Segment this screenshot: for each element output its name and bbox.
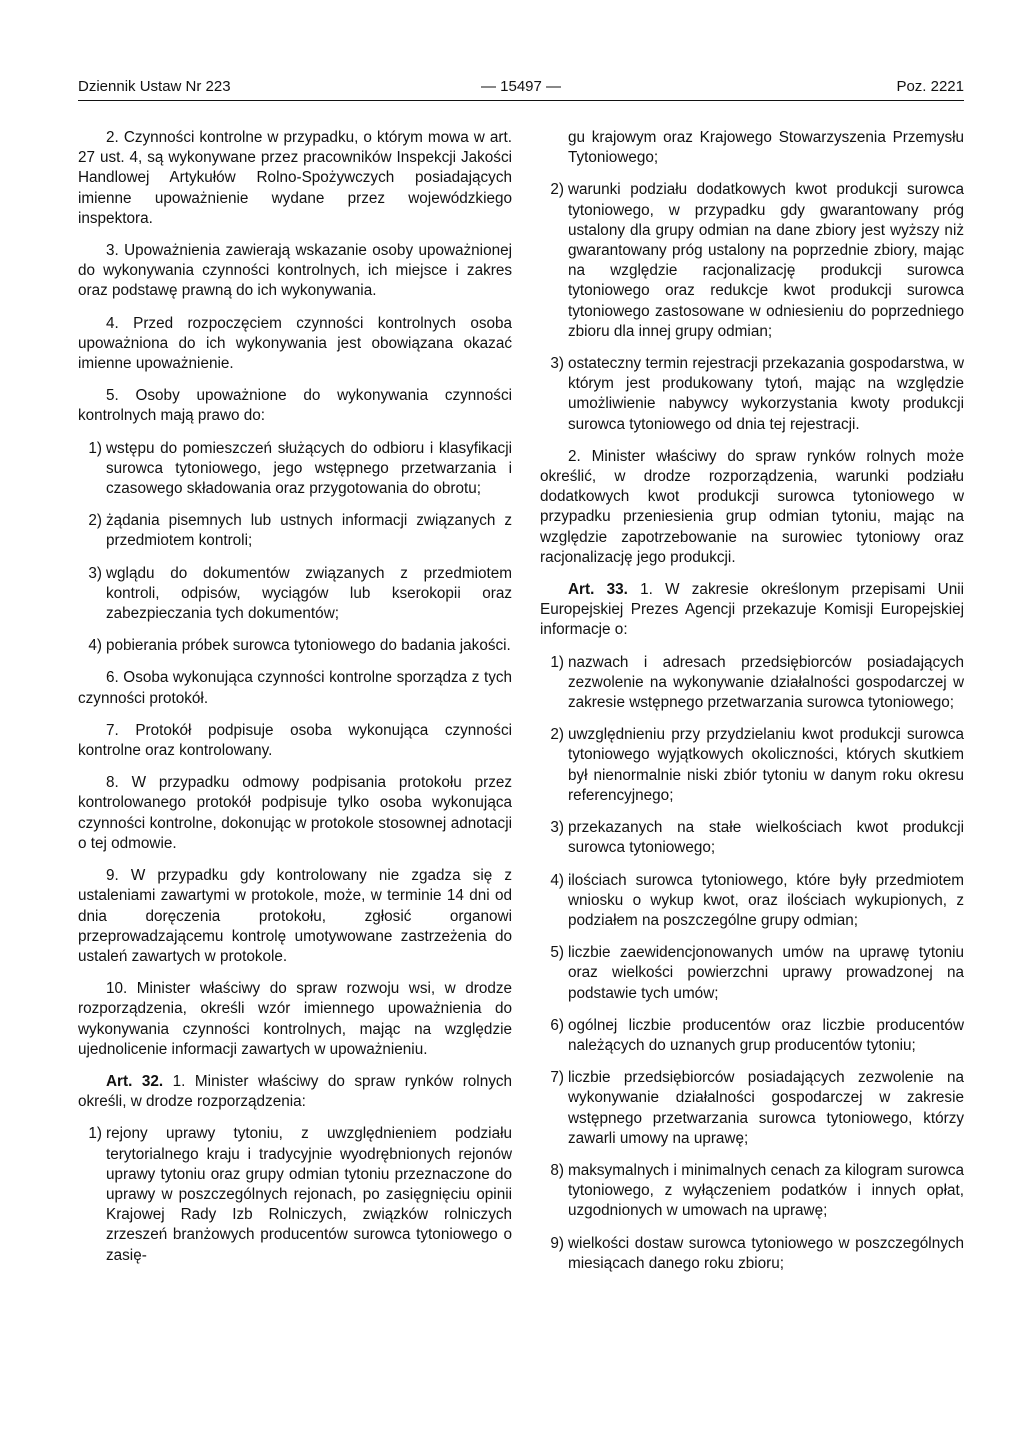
article-32-intro <box>78 1072 512 1112</box>
paragraph-10: 10. Minister właściwy do spraw rozwoju wsi, w drodze rozporządzenia, określi wzór imiennego upoważnienia do wykonywania czynności kontrolnych, mając na względzie ujednolicenie informacji zawartych w upoważnieniu. <box>78 980 512 1058</box>
article-32-label: Art. 32. <box>106 1072 164 1090</box>
page-header <box>78 74 964 101</box>
list-item <box>540 1016 964 1056</box>
list-item-number: 9) <box>550 1234 564 1252</box>
paragraph-6: 6. Osoba wykonująca czynności kontrolne sporządza z tych czynności protokół. <box>78 669 512 707</box>
paragraph-4: 4. Przed rozpoczęciem czynności kontrolnych osoba upoważniona do ich wykonywania jest obowiązana okazać imienne upoważnienie. <box>78 314 512 373</box>
list-item <box>540 354 964 435</box>
list-item <box>540 871 964 932</box>
list-item <box>540 1234 964 1274</box>
page-number: — 15497 — <box>480 78 562 95</box>
list-item-number: 6) <box>550 1016 564 1034</box>
paragraph-9: 9. W przypadku gdy kontrolowany nie zgadza się z ustaleniami zawartymi w protokole, może, w terminie 14 dni od dnia doręczenia protokołu, zgłosić organowi przeprowadzającemu kontrolę umotywowane zastrzeżenia do ustaleń zawartych w protokole. <box>78 867 512 965</box>
list-item-text: ilościach surowca tytoniowego, które były przedmiotem wniosku o wykup kwot, oraz ilościach wykupionych, z podziałem na poszczególne grupy odmian; <box>568 871 964 929</box>
article-33-intro-text: 1. W zakresie określonym przepisami Unii Europejskiej Prezes Agencji przekazuje Komisji Europejskiej informacje o: <box>540 581 964 639</box>
list-item-text: warunki podziału dodatkowych kwot produkcji surowca tytoniowego, w przypadku gdy gwarantowany próg ustalony dla grupy odmian na dane zbiory jest wyższy niż gwarantowany próg ustalony na poprzednie zbiory, mając na względzie racjonalizację produkcji surowca tytoniowego oraz redukcje kwot produkcji surowca tytoniowego zastosowane w odniesieniu do poprzedniego zbioru dla innej grupy odmian; <box>568 181 964 340</box>
list-item-text: rejony uprawy tytoniu, z uwzględnieniem podziału terytorialnego kraju i tradycyjnie wyodrębnionych rejonów uprawy tytoniu oraz grupy odmian tytoniu przeznaczone do uprawy w poszczególnych rejonach, po zasięgnięciu opinii Krajowej Rady Izb Rolniczych, związków rolniczych zrzeszeń branżowych producentów surowca tytoniowego o zasię- <box>106 1125 512 1264</box>
list-item-number: 1) <box>88 439 102 457</box>
list-item-number: 5) <box>550 944 564 962</box>
list-item-number: 3) <box>550 355 564 373</box>
list-item-text: liczbie zaewidencjonowanych umów na uprawę tytoniu oraz wielkości powierzchni uprawy prowadzonej na podstawie tych umów; <box>568 944 964 1002</box>
list-item-continuation <box>540 128 964 168</box>
left-column <box>78 128 512 1278</box>
list-item-text: ostateczny termin rejestracji przekazania gospodarstwa, w którym jest produkowany tytoń, mając na względzie umożliwienie nabywcy wykorzystania kwoty produkcji surowca tytoniowego od dnia tej rejestracji. <box>568 355 964 433</box>
list-item <box>78 1124 512 1265</box>
list-item <box>540 725 964 806</box>
list-item <box>540 180 964 342</box>
list-item-number: 7) <box>550 1069 564 1087</box>
list-item-number: 3) <box>550 819 564 837</box>
continuation-text: gu krajowym oraz Krajowego Stowarzyszenia Przemysłu Tytoniowego; <box>568 129 964 167</box>
list-item <box>540 653 964 714</box>
list-item-text: żądania pisemnych lub ustnych informacji związanych z przedmiotem kontroli; <box>106 512 512 550</box>
list-item-text: przekazanych na stałe wielkościach kwot produkcji surowca tytoniowego; <box>568 819 964 857</box>
list-item-number: 2) <box>550 726 564 744</box>
list-item <box>540 818 964 858</box>
position-number: Poz. 2221 <box>896 78 964 95</box>
list-item-text: wstępu do pomieszczeń służących do odbioru i klasyfikacji surowca tytoniowego, jego wstępnego przetwarzania i czasowego składowania oraz przygotowania do obrotu; <box>106 439 512 498</box>
list-item-text: liczbie przedsiębiorców posiadających zezwolenie na wykonywanie działalności gospodarczej w zakresie wstępnego przetwarzania surowca tytoniowego, którzy zawarli umowy na uprawę; <box>568 1069 964 1147</box>
paragraph-3: 3. Upoważnienia zawierają wskazanie osoby upoważnionej do wykonywania czynności kontrolnych, ich miejsce i zakres oraz podstawę prawną do ich wykonywania. <box>78 242 512 300</box>
list-item-text: wielkości dostaw surowca tytoniowego w poszczególnych miesiącach danego roku zbioru; <box>568 1234 964 1272</box>
article-32-paragraph-2: 2. Minister właściwy do spraw rynków rolnych może określić, w drodze rozporządzenia, warunki podziału dodatkowych kwot produkcji surowca tytoniowego w przypadku przeniesienia grup odmian tytoniu, mając na względzie zapotrzebowanie na surowiec tytoniowy oraz racjonalizację jego produkcji. <box>540 447 964 566</box>
list-item-text: nazwach i adresach przedsiębiorców posiadających zezwolenie na wykonywanie działalności gospodarczej w zakresie wstępnego przetwarzania surowca tytoniowego; <box>568 653 964 712</box>
list-item-number: 1) <box>88 1125 102 1143</box>
list-item-number: 4) <box>88 637 102 655</box>
paragraph-7: 7. Protokół podpisuje osoba wykonująca czynności kontrolne oraz kontrolowany. <box>78 721 512 760</box>
list-item-text: uwzględnieniu przy przydzielaniu kwot produkcji surowca tytoniowego wyjątkowych okoliczności, których skutkiem był nienormalnie niski zbiór tytoniu w danym roku okresu referencyjnego; <box>568 726 964 804</box>
article-32-intro-text: 1. Minister właściwy do spraw rynków rolnych określi, w drodze rozporządzenia: <box>78 1072 513 1111</box>
list-item <box>78 511 512 551</box>
article-33-intro <box>540 580 964 641</box>
list-item <box>540 1068 964 1149</box>
list-item-number: 3) <box>88 564 102 582</box>
list-item-text: maksymalnych i minimalnych cenach za kilogram surowca tytoniowego, z wyłączeniem podatków i innych opłat, uzgodnionych w umowach na uprawę; <box>568 1161 964 1220</box>
list-item <box>78 636 512 656</box>
right-column <box>540 128 964 1286</box>
paragraph-2: 2. Czynności kontrolne w przypadku, o którym mowa w art. 27 ust. 4, są wykonywane przez pracowników Inspekcji Jakości Handlowej Artykułów Rolno-Spożywczych posiadających imienne upoważnienie wydane przez wojewódzkiego inspektora. <box>78 129 512 227</box>
list-item <box>78 439 512 500</box>
list-item-number: 1) <box>550 653 564 671</box>
article-33-label: Art. 33. <box>568 581 628 599</box>
list-item-number: 2) <box>88 512 102 530</box>
list-item-number: 8) <box>550 1161 564 1179</box>
journal-title: Dziennik Ustaw Nr 223 <box>78 78 231 95</box>
list-item-text: pobierania próbek surowca tytoniowego do badania jakości. <box>106 637 511 655</box>
list-item-number: 2) <box>550 181 564 199</box>
paragraph-8: 8. W przypadku odmowy podpisania protokołu przez kontrolowanego protokół podpisuje tylko osoba wykonująca czynności kontrolne, dokonując w protokole stosownej adnotacji o tej odmowie. <box>78 774 512 852</box>
list-item-number: 4) <box>550 871 564 889</box>
list-item <box>78 564 512 625</box>
list-item <box>540 943 964 1004</box>
list-item <box>540 1161 964 1222</box>
paragraph-5: 5. Osoby upoważnione do wykonywania czynności kontrolnych mają prawo do: <box>78 387 512 425</box>
list-item-text: ogólnej liczbie producentów oraz liczbie producentów należących do uznanych grup producentów tytoniu; <box>568 1016 964 1054</box>
list-item-text: wglądu do dokumentów związanych z przedmiotem kontroli, odpisów, wyciągów lub kserokopii oraz zabezpieczania tych dokumentów; <box>106 564 512 623</box>
